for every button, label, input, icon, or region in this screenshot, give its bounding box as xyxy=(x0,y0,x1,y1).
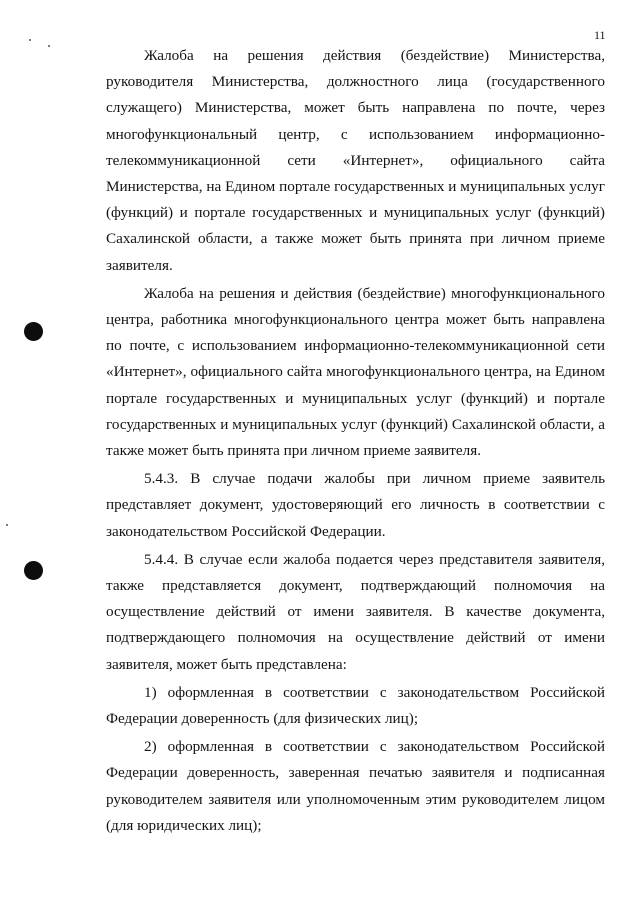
scan-speck xyxy=(6,524,8,526)
paragraph-5-4-4: 5.4.4. В случае если жалоба подается через представителя заявителя, также представляется документ, подтверждающий полномочия на осуществление действий от имени заявителя. В качестве документа, подтверждающего полномочия на осуществление действий от имени заявителя, может быть представлена: xyxy=(106,550,605,673)
page-number: 11 xyxy=(594,28,606,42)
punch-hole-top xyxy=(24,322,43,341)
scan-speck xyxy=(29,39,31,41)
document-body xyxy=(106,43,605,841)
scan-speck xyxy=(48,45,50,47)
list-item-1: 1) оформленная в соответствии с законодательством Российской Федерации доверенность (для физических лиц); xyxy=(106,683,605,728)
paragraph-5-4-3: 5.4.3. В случае подачи жалобы при личном приеме заявитель представляет документ, удостоверяющий его личность в соответствии с законодательством Российской Федерации. xyxy=(106,470,605,540)
punch-hole-bottom xyxy=(24,561,43,580)
list-item-2: 2) оформленная в соответствии с законодательством Российской Федерации доверенность, заверенная печатью заявителя и подписанная руководителем заявителя или уполномоченным этим руководителем лицом (для юридических лиц); xyxy=(106,738,605,834)
paragraph-complaint-mfc: Жалоба на решения и действия (бездействие) многофункционального центра, работника многофункционального центра может быть направлена по почте, с использованием информационно-телекоммуникационной сети «Интернет», официального сайта многофункционального центра, на Едином портале государственных и муниципальных услуг (функций) и портале государственных и муниципальных услуг (функций) Сахалинской области, а также может быть принята при личном приеме заявителя. xyxy=(106,284,605,460)
paragraph-complaint-ministry: Жалоба на решения действия (бездействие) Министерства, руководителя Министерства, должностного лица (государственного служащего) Министерства, может быть направлена по почте, через многофункциональный центр, с использованием информационно-телекоммуникационной сети «Интернет», официального сайта Министерства, на Едином портале государственных и муниципальных услуг (функций) и портале государственных и муниципальных услуг (функций) Сахалинской области, а также может быть принята при личном приеме заявителя. xyxy=(106,47,605,274)
